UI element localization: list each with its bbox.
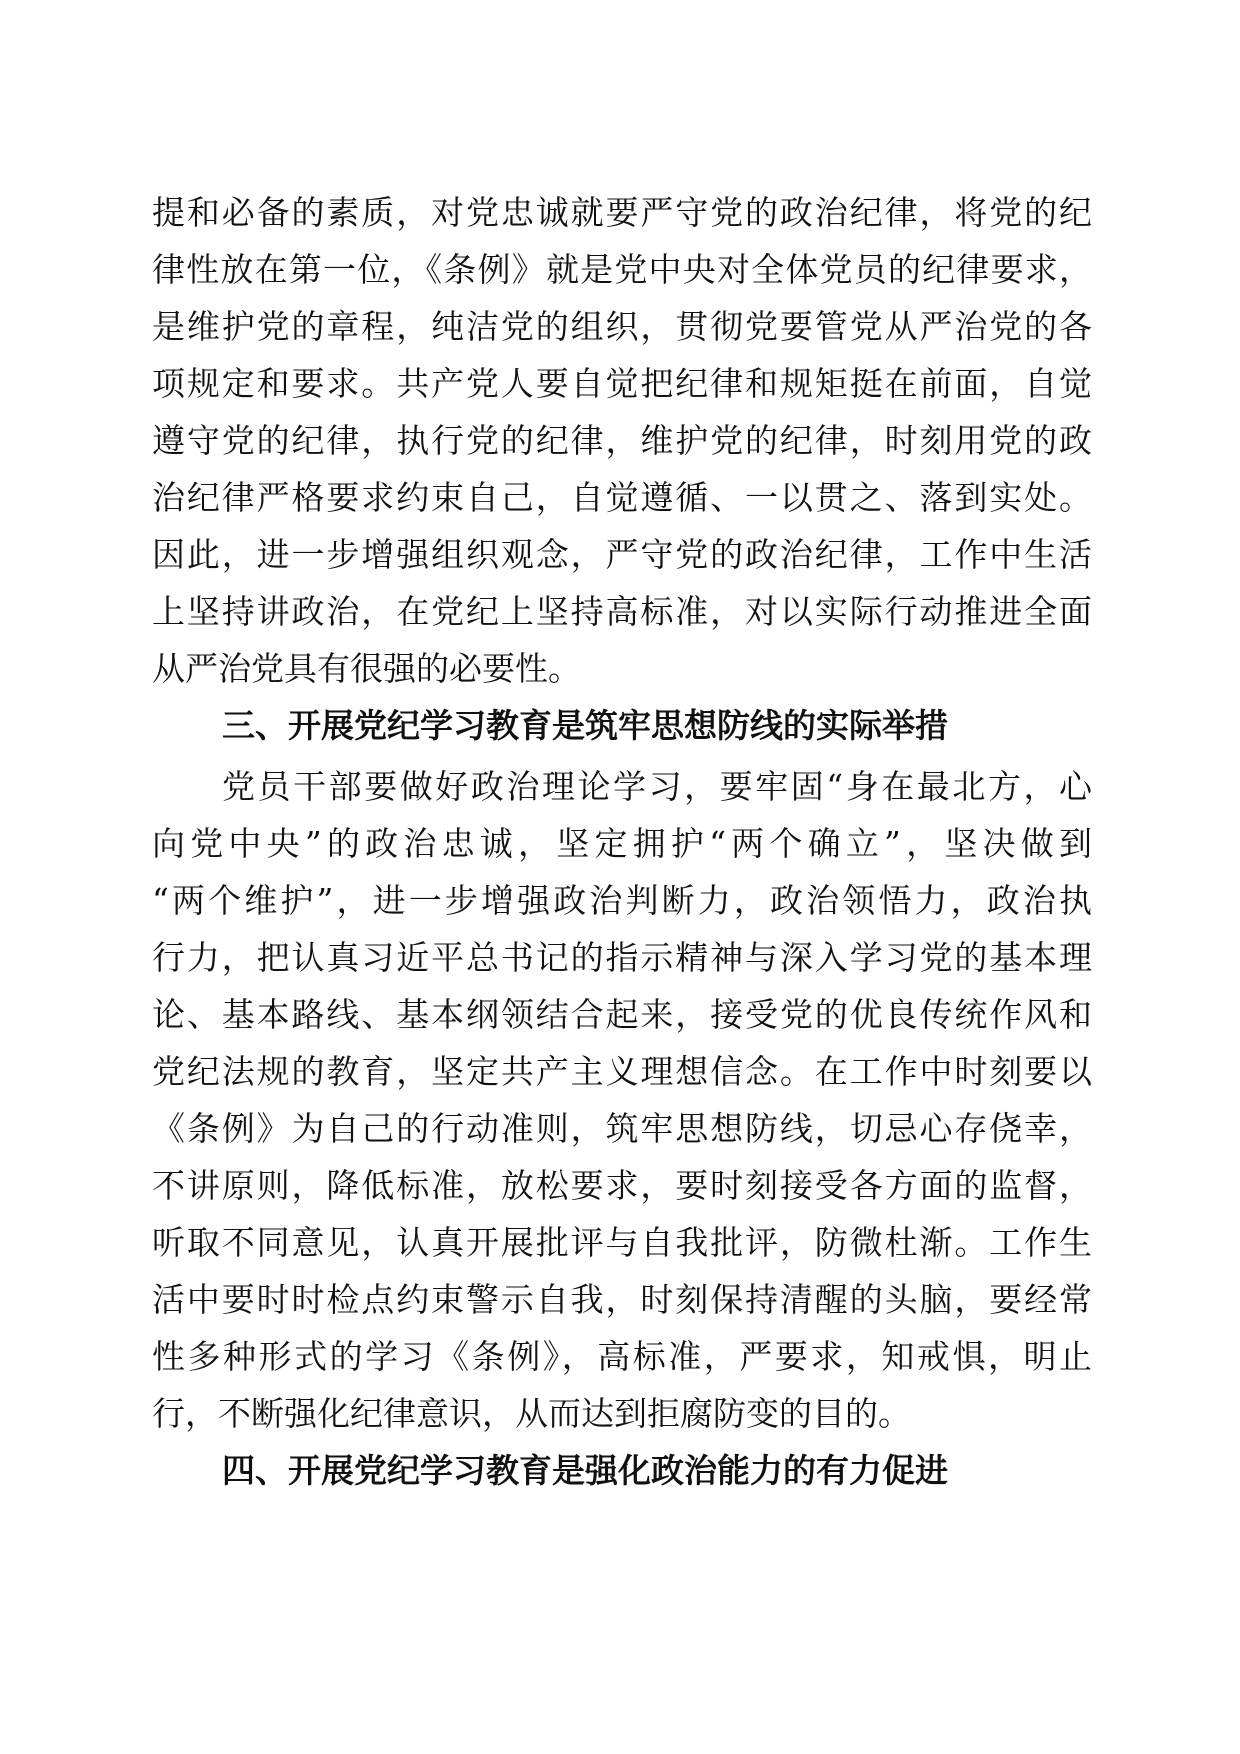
- text-line: 提和必备的素质，对党忠诚就要严守党的政治纪律，将党的纪: [152, 193, 1092, 232]
- text-line: “两个维护”，进一步增强政治判断力，政治领悟力，政治执: [152, 881, 1092, 920]
- section-heading-3: 三、开展党纪学习教育是筑牢思想防线的实际举措: [222, 706, 948, 745]
- text-line: 论、基本路线、基本纲领结合起来，接受党的优良传统作风和: [152, 995, 1092, 1034]
- text-line: 行，不断强化纪律意识，从而达到拒腐防变的目的。: [152, 1394, 911, 1433]
- paragraph-ideological-defense: [152, 764, 1092, 1448]
- paragraph-discipline: [152, 190, 1092, 703]
- text-line: 是维护党的章程，纯洁党的组织，贯彻党要管党从严治党的各: [152, 307, 1092, 346]
- text-line: 党纪法规的教育，坚定共产主义理想信念。在工作中时刻要以: [152, 1052, 1092, 1091]
- text-line: 《条例》为自己的行动准则，筑牢思想防线，切忌心存侥幸，: [152, 1109, 1092, 1148]
- text-line: 项规定和要求。共产党人要自觉把纪律和规矩挺在前面，自觉: [152, 364, 1092, 403]
- text-line: 不讲原则，降低标准，放松要求，要时刻接受各方面的监督，: [152, 1166, 1092, 1205]
- text-line: 治纪律严格要求约束自己，自觉遵循、一以贯之、落到实处。: [152, 478, 1092, 517]
- document-page: [152, 190, 1092, 1509]
- text-line: 律性放在第一位，《条例》就是党中央对全体党员的纪律要求，: [152, 250, 1092, 289]
- text-line: 从严治党具有很强的必要性。: [152, 649, 581, 688]
- text-line: 行力，把认真习近平总书记的指示精神与深入学习党的基本理: [152, 938, 1092, 977]
- text-line: 因此，进一步增强组织观念，严守党的政治纪律，工作中生活: [152, 535, 1092, 574]
- text-line: 听取不同意见，认真开展批评与自我批评，防微杜渐。工作生: [152, 1223, 1092, 1262]
- section-heading-4: 四、开展党纪学习教育是强化政治能力的有力促进: [222, 1451, 948, 1490]
- text-line: 遵守党的纪律，执行党的纪律，维护党的纪律，时刻用党的政: [152, 421, 1092, 460]
- text-line: 向党中央”的政治忠诚，坚定拥护“两个确立”，坚决做到: [152, 824, 1092, 863]
- text-line: 性多种形式的学习《条例》，高标准，严要求，知戒惧，明止: [152, 1337, 1092, 1376]
- text-line: 活中要时时检点约束警示自我，时刻保持清醒的头脑，要经常: [152, 1280, 1092, 1319]
- text-line: 党员干部要做好政治理论学习，要牢固“身在最北方，心: [222, 767, 1092, 806]
- text-line: 上坚持讲政治，在党纪上坚持高标准，对以实际行动推进全面: [152, 592, 1092, 631]
